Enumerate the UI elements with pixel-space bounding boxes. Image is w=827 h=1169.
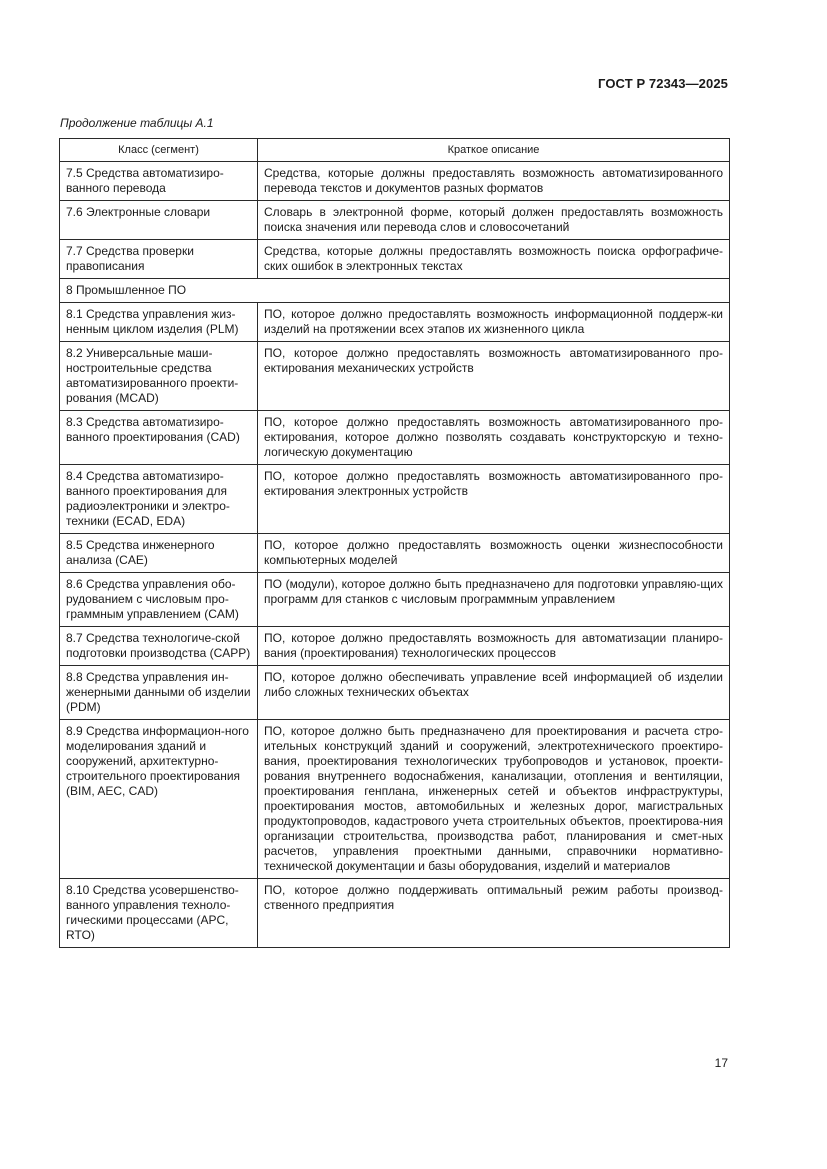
description-cell: ПО, которое должно быть предназначено для проектирования и расчета стро-ительных конструкций зданий и сооружений, электротехнического проектиро-вания, проектирования технологических трубопроводов и установок, проекти-рования внутреннего водоснабжения, канализации, отопления и вентиляции, проектирования генплана, инженерных сетей и объектов инфраструктуры, проектирования мостов, автомобильных и железных дорог, магистральных продуктопроводов, кадастрового учета строительных объектов, проектирова-ния организации строительства, производства работ, планирования и смет-ных расчетов, управления проектными данными, справочники нормативно-технической документации и базы оборудования, изделий и материалов [258, 720, 730, 879]
description-cell: ПО, которое должно предоставлять возможность автоматизированного про-ектирования, которое должно позволять создавать конструкторскую и техно-логическую документацию [258, 411, 730, 465]
class-cell: 7.6 Электронные словари [60, 201, 258, 240]
table-row [60, 240, 730, 279]
page-number: 17 [714, 1056, 728, 1070]
class-cell: 8.1 Средства управления жиз-ненным циклом изделия (PLM) [60, 303, 258, 342]
class-cell: 8.10 Средства усовершенство-ванного управления техноло-гическими процессами (APC, RTO) [60, 879, 258, 948]
description-cell: ПО, которое должно предоставлять возможность автоматизированного про-ектирования механических устройств [258, 342, 730, 411]
table-row [60, 534, 730, 573]
table-row [60, 573, 730, 627]
description-cell: ПО, которое должно предоставлять возможность автоматизированного про-ектирования электронных устройств [258, 465, 730, 534]
class-cell: 7.5 Средства автоматизиро-ванного перевода [60, 162, 258, 201]
class-cell: 8.8 Средства управления ин-женерными данными об изделии (PDM) [60, 666, 258, 720]
description-cell: ПО, которое должно предоставлять возможность информационной поддерж-ки изделий на протяжении всех этапов их жизненного цикла [258, 303, 730, 342]
class-cell: 8.2 Универсальные маши-ностроительные средства автоматизированного проекти-рования (MCAD) [60, 342, 258, 411]
description-cell: ПО, которое должно предоставлять возможность для автоматизации планиро-вания (проектирования) технологических процессов [258, 627, 730, 666]
class-cell: 8.5 Средства инженерного анализа (CAE) [60, 534, 258, 573]
description-cell: Средства, которые должны предоставлять возможность автоматизированного перевода текстов и документов разных форматов [258, 162, 730, 201]
table-row [60, 465, 730, 534]
classification-table [59, 138, 730, 948]
table-row [60, 720, 730, 879]
class-cell: 8.6 Средства управления обо-рудованием с числовым про-граммным управлением (CAM) [60, 573, 258, 627]
table-row [60, 201, 730, 240]
class-cell: 8.7 Средства технологиче-ской подготовки производства (CAPP) [60, 627, 258, 666]
table-row [60, 162, 730, 201]
table-row [60, 342, 730, 411]
class-cell: 8.3 Средства автоматизиро-ванного проектирования (CAD) [60, 411, 258, 465]
class-cell: 7.7 Средства проверки правописания [60, 240, 258, 279]
description-cell: ПО (модули), которое должно быть предназначено для подготовки управляю-щих программ для станков с числовым программным управлением [258, 573, 730, 627]
table-row [60, 627, 730, 666]
section-heading: 8 Промышленное ПО [60, 279, 730, 303]
description-cell: ПО, которое должно обеспечивать управление всей информацией об изделии либо сложных технических объектах [258, 666, 730, 720]
section-row [60, 279, 730, 303]
table-row [60, 879, 730, 948]
standard-designation: ГОСТ Р 72343—2025 [598, 76, 728, 91]
table-continuation-caption: Продолжение таблицы А.1 [60, 116, 214, 130]
table-row [60, 666, 730, 720]
table-header-row [60, 139, 730, 162]
column-header-class: Класс (сегмент) [60, 139, 258, 162]
column-header-description: Краткое описание [258, 139, 730, 162]
class-cell: 8.4 Средства автоматизиро-ванного проектирования для радиоэлектроники и электро-техники (ECAD, EDA) [60, 465, 258, 534]
class-cell: 8.9 Средства информацион-ного моделирования зданий и сооружений, архитектурно-строительного проектирования (BIM, AEC, CAD) [60, 720, 258, 879]
description-cell: ПО, которое должно поддерживать оптимальный режим работы производ-ственного предприятия [258, 879, 730, 948]
description-cell: ПО, которое должно предоставлять возможность оценки жизнеспособности компьютерных моделей [258, 534, 730, 573]
description-cell: Средства, которые должны предоставлять возможность поиска орфографиче-ских ошибок в электронных текстах [258, 240, 730, 279]
description-cell: Словарь в электронной форме, который должен предоставлять возможность поиска значения или перевода слов и словосочетаний [258, 201, 730, 240]
table-row [60, 303, 730, 342]
table-row [60, 411, 730, 465]
